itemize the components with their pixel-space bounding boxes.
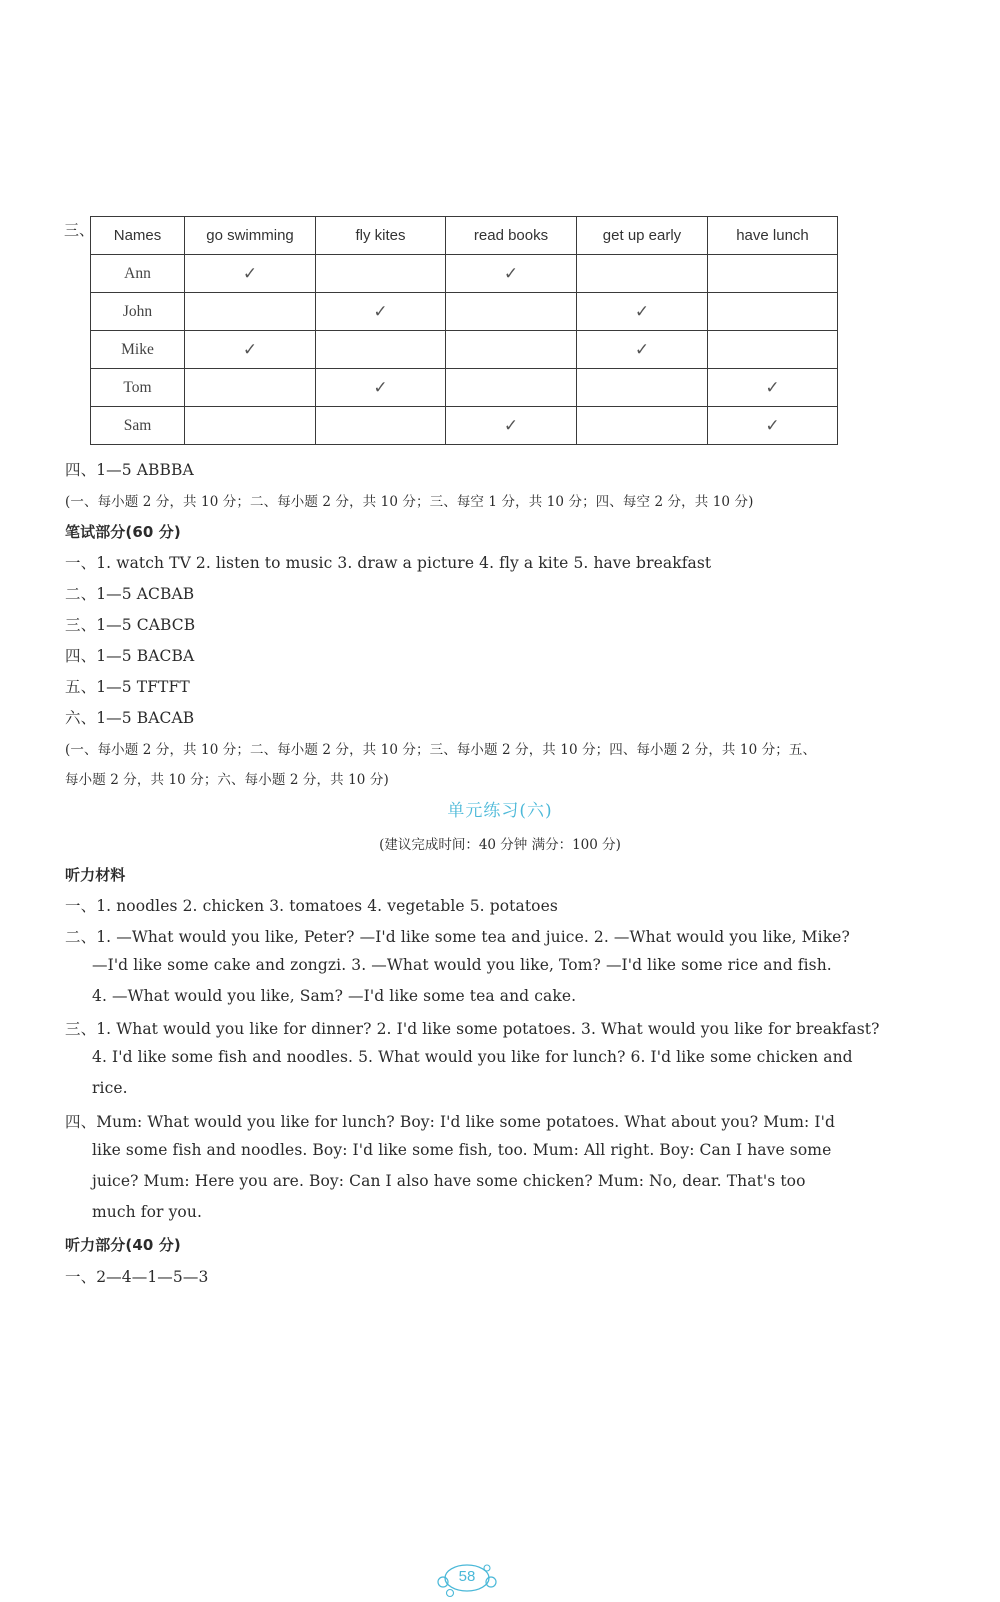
answer-line-liu: 六、1—5 BACAB [65, 709, 195, 727]
material-line-1: 一、1. noodles 2. chicken 3. tomatoes 4. vegetable 5. potatoes [65, 897, 558, 915]
table-row [91, 255, 838, 293]
header-read-books: read books [446, 217, 577, 255]
section-three-marker: 三、 [64, 221, 95, 239]
empty-cell [446, 331, 577, 369]
empty-cell [446, 293, 577, 331]
material-line-8: 四、Mum: What would you like for lunch? Boy: I'd like some potatoes. What about you? Mum: I'd [65, 1113, 836, 1131]
empty-cell [446, 369, 577, 407]
material-line-2: 二、1. —What would you like, Peter? —I'd like some tea and juice. 2. —What would you like, Mike? [65, 928, 850, 946]
check-mark-icon: ✓ [185, 255, 316, 293]
empty-cell [185, 293, 316, 331]
table-row [91, 331, 838, 369]
material-line-9: like some fish and noodles. Boy: I'd like some fish, too. Mum: All right. Boy: Can I have some [92, 1141, 832, 1159]
header-get-up-early: get up early [577, 217, 708, 255]
material-line-3: —I'd like some cake and zongzi. 3. —What would you like, Tom? —I'd like some rice and fish. [92, 956, 832, 974]
score-note-listening: (一、每小题 2 分，共 10 分；二、每小题 2 分，共 10 分；三、每空 1 分，共 10 分；四、每空 2 分，共 10 分) [65, 494, 754, 510]
answer-line-si-2: 四、1—5 BACBA [65, 647, 195, 665]
table-row [91, 369, 838, 407]
empty-cell [316, 331, 446, 369]
empty-cell [577, 369, 708, 407]
row-name-cell: Sam [91, 407, 185, 445]
check-mark-icon: ✓ [577, 293, 708, 331]
empty-cell [577, 255, 708, 293]
header-names: Names [91, 217, 185, 255]
material-line-10: juice? Mum: Here you are. Boy: Can I also have some chicken? Mum: No, dear. That's too [92, 1172, 806, 1190]
table-row [91, 293, 838, 331]
answer-table [90, 216, 838, 445]
row-name-cell: Mike [91, 331, 185, 369]
material-line-4: 4. —What would you like, Sam? —I'd like some tea and cake. [92, 987, 577, 1005]
empty-cell [577, 407, 708, 445]
material-line-7: rice. [92, 1079, 128, 1097]
check-mark-icon: ✓ [446, 407, 577, 445]
check-mark-icon: ✓ [577, 331, 708, 369]
page-number [436, 1558, 498, 1598]
listening-answer-1: 一、2—4—1—5—3 [65, 1268, 209, 1286]
empty-cell [316, 407, 446, 445]
written-section-heading: 笔试部分(60 分) [65, 523, 181, 541]
answer-line-er: 二、1—5 ACBAB [65, 585, 195, 603]
material-line-11: much for you. [92, 1203, 202, 1221]
empty-cell [708, 331, 838, 369]
listening-material-heading: 听力材料 [65, 866, 126, 884]
listening-section-heading: 听力部分(40 分) [65, 1236, 181, 1254]
material-line-6: 4. I'd like some fish and noodles. 5. What would you like for lunch? 6. I'd like some chicken and [92, 1048, 853, 1066]
empty-cell [185, 369, 316, 407]
check-mark-icon: ✓ [316, 369, 446, 407]
check-mark-icon: ✓ [708, 407, 838, 445]
table-header-row [91, 217, 838, 255]
unit-subtitle: (建议完成时间：40 分钟 满分：100 分) [379, 837, 621, 853]
row-name-cell: John [91, 293, 185, 331]
empty-cell [316, 255, 446, 293]
header-fly-kites: fly kites [316, 217, 446, 255]
unit-title: 单元练习(六) [447, 801, 553, 821]
empty-cell [185, 407, 316, 445]
row-name-cell: Ann [91, 255, 185, 293]
empty-cell [708, 293, 838, 331]
material-line-5: 三、1. What would you like for dinner? 2. I'd like some potatoes. 3. What would you like for breakfast? [65, 1020, 880, 1038]
header-go-swimming: go swimming [185, 217, 316, 255]
check-mark-icon: ✓ [185, 331, 316, 369]
check-mark-icon: ✓ [316, 293, 446, 331]
row-name-cell: Tom [91, 369, 185, 407]
answer-line-si: 四、1—5 ABBBA [65, 461, 194, 479]
check-mark-icon: ✓ [446, 255, 577, 293]
score-note-written-1: (一、每小题 2 分，共 10 分；二、每小题 2 分，共 10 分；三、每小题 2 分，共 10 分；四、每小题 2 分，共 10 分；五、 [65, 742, 817, 758]
score-note-written-2: 每小题 2 分，共 10 分；六、每小题 2 分，共 10 分) [65, 772, 389, 788]
page-number-text: 58 [458, 1568, 476, 1585]
answer-line-wu: 五、1—5 TFTFT [65, 678, 190, 696]
empty-cell [708, 255, 838, 293]
answer-line-san: 三、1—5 CABCB [65, 616, 196, 634]
header-have-lunch: have lunch [708, 217, 838, 255]
check-mark-icon: ✓ [708, 369, 838, 407]
answer-line-yi: 一、1. watch TV 2. listen to music 3. draw a picture 4. fly a kite 5. have breakfast [65, 554, 712, 572]
table-row [91, 407, 838, 445]
